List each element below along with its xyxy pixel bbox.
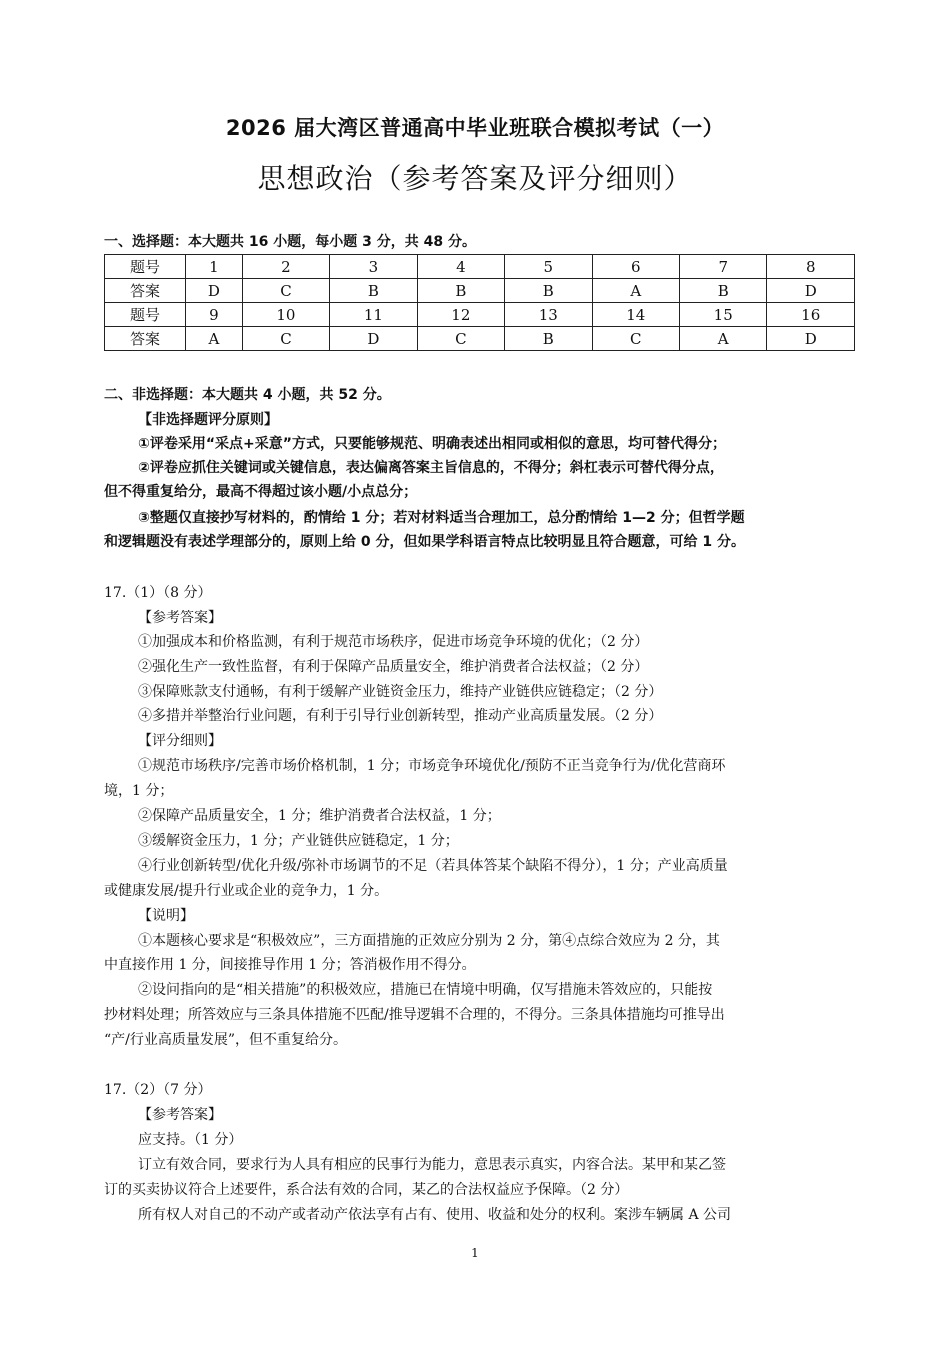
q17-1-ref-item: ②强化生产一致性监督，有利于保障产品质量安全，维护消费者合法权益；（2 分） <box>138 659 649 675</box>
table-cell: D <box>330 327 417 351</box>
q17-1-rule-4: ④行业创新转型/优化升级/弥补市场调节的不足（若具体答某个缺陷不得分），1 分；产业高质量 <box>138 858 728 874</box>
table-cell: B <box>505 327 592 351</box>
q17-1-rules-title: 【评分细则】 <box>138 733 222 749</box>
table-cell: 13 <box>505 303 592 327</box>
table-cell: C <box>417 327 504 351</box>
table-cell: 题号 <box>105 303 186 327</box>
q17-1-note-2-cont2: “产/行业高质量发展”，但不重复给分。 <box>104 1032 348 1048</box>
table-cell: 答案 <box>105 279 186 303</box>
q17-1-ref-item: ③保障账款支付通畅，有利于缓解产业链资金压力，维持产业链供应链稳定；（2 分） <box>138 684 663 700</box>
section2-heading: 二、非选择题：本大题共 4 小题，共 52 分。 <box>104 387 391 403</box>
table-cell: 15 <box>679 303 766 327</box>
table-cell: A <box>592 279 679 303</box>
table-cell: B <box>330 279 417 303</box>
table-cell: 答案 <box>105 327 186 351</box>
q17-1-rule-1-cont: 境，1 分； <box>104 783 174 799</box>
table-cell: 1 <box>186 255 243 279</box>
principle-2: ②评卷应抓住关键词或关键信息，表达偏离答案主旨信息的，不得分；斜杠表示可替代得分点， <box>138 460 724 476</box>
table-row <box>105 303 855 327</box>
table-cell: C <box>242 279 329 303</box>
q17-2-line-3: 所有权人对自己的不动产或者动产依法享有占有、使用、收益和处分的权利。案涉车辆属 A 公司 <box>138 1207 732 1223</box>
table-cell: 题号 <box>105 255 186 279</box>
principle-3: ③整题仅直接抄写材料的，酌情给 1 分；若对材料适当合理加工，总分酌情给 1—2 分；但哲学题 <box>138 510 745 526</box>
table-cell: C <box>592 327 679 351</box>
table-cell: 4 <box>417 255 504 279</box>
table-cell: 6 <box>592 255 679 279</box>
table-row <box>105 255 855 279</box>
q17-2-line-1: 应支持。（1 分） <box>138 1132 243 1148</box>
q17-1-note-2: ②设问指向的是“相关措施”的积极效应，措施已在情境中明确，仅写措施未答效应的，只能按 <box>138 982 713 998</box>
principle-2-cont: 但不得重复给分，最高不得超过该小题/小点总分； <box>104 484 418 500</box>
table-row <box>105 279 855 303</box>
q17-2-line-2: 订立有效合同，要求行为人具有相应的民事行为能力，意思表示真实，内容合法。某甲和某乙签 <box>138 1157 726 1173</box>
q17-1-note-2-cont: 抄材料处理；所答效应与三条具体措施不匹配/推导逻辑不合理的，不得分。三条具体措施均可推导出 <box>104 1007 725 1023</box>
q17-2-line-2-cont: 订的买卖协议符合上述要件，系合法有效的合同，某乙的合法权益应予保障。（2 分） <box>104 1182 629 1198</box>
q17-1-heading: 17.（1）（8 分） <box>104 585 212 601</box>
table-cell: 16 <box>767 303 855 327</box>
q17-1-note-title: 【说明】 <box>138 908 194 924</box>
table-cell: B <box>679 279 766 303</box>
principle-1: ①评卷采用“采点+采意”方式，只要能够规范、明确表述出相同或相似的意思，均可替代得分； <box>138 436 726 452</box>
principle-3-cont: 和逻辑题没有表述学理部分的，原则上给 0 分，但如果学科语言特点比较明显且符合题意，可给 1 分。 <box>104 534 745 550</box>
table-cell: 12 <box>417 303 504 327</box>
table-cell: 9 <box>186 303 243 327</box>
table-cell: B <box>505 279 592 303</box>
principles-title: 【非选择题评分原则】 <box>138 412 278 428</box>
q17-2-ref-title: 【参考答案】 <box>138 1107 222 1123</box>
q17-1-ref-item: ④多措并举整治行业问题，有利于引导行业创新转型，推动产业高质量发展。（2 分） <box>138 708 663 724</box>
table-row <box>105 327 855 351</box>
answer-table <box>104 254 855 351</box>
table-cell: B <box>417 279 504 303</box>
q17-1-rule-3: ③缓解资金压力，1 分；产业链供应链稳定，1 分； <box>138 833 459 849</box>
table-cell: 14 <box>592 303 679 327</box>
table-cell: D <box>186 279 243 303</box>
table-cell: 3 <box>330 255 417 279</box>
table-cell: 7 <box>679 255 766 279</box>
q17-1-ref-title: 【参考答案】 <box>138 610 222 626</box>
table-cell: C <box>242 327 329 351</box>
exam-title: 2026 届大湾区普通高中毕业班联合模拟考试（一） <box>225 116 725 140</box>
section1-heading: 一、选择题：本大题共 16 小题，每小题 3 分，共 48 分。 <box>104 234 476 250</box>
q17-1-note-1-cont: 中直接作用 1 分，间接推导作用 1 分；答消极作用不得分。 <box>104 957 476 973</box>
q17-2-heading: 17.（2）（7 分） <box>104 1082 212 1098</box>
table-cell: 11 <box>330 303 417 327</box>
table-cell: D <box>767 279 855 303</box>
table-cell: A <box>679 327 766 351</box>
table-cell: 10 <box>242 303 329 327</box>
q17-1-rule-2: ②保障产品质量安全，1 分；维护消费者合法权益，1 分； <box>138 808 501 824</box>
table-cell: 5 <box>505 255 592 279</box>
table-cell: 2 <box>242 255 329 279</box>
q17-1-note-1: ①本题核心要求是“积极效应”，三方面措施的正效应分别为 2 分，第④点综合效应为 2 分，其 <box>138 933 720 949</box>
table-cell: D <box>767 327 855 351</box>
answer-key-subtitle: 思想政治（参考答案及评分细则） <box>257 162 693 195</box>
q17-1-rule-1: ①规范市场秩序/完善市场价格机制，1 分；市场竞争环境优化/预防不正当竞争行为/优化营商环 <box>138 758 726 774</box>
q17-1-ref-item: ①加强成本和价格监测，有利于规范市场秩序，促进市场竞争环境的优化；（2 分） <box>138 634 649 650</box>
table-cell: 8 <box>767 255 855 279</box>
table-cell: A <box>186 327 243 351</box>
page-number: 1 <box>471 1246 479 1260</box>
q17-1-rule-4-cont: 或健康发展/提升行业或企业的竞争力，1 分。 <box>104 883 389 899</box>
